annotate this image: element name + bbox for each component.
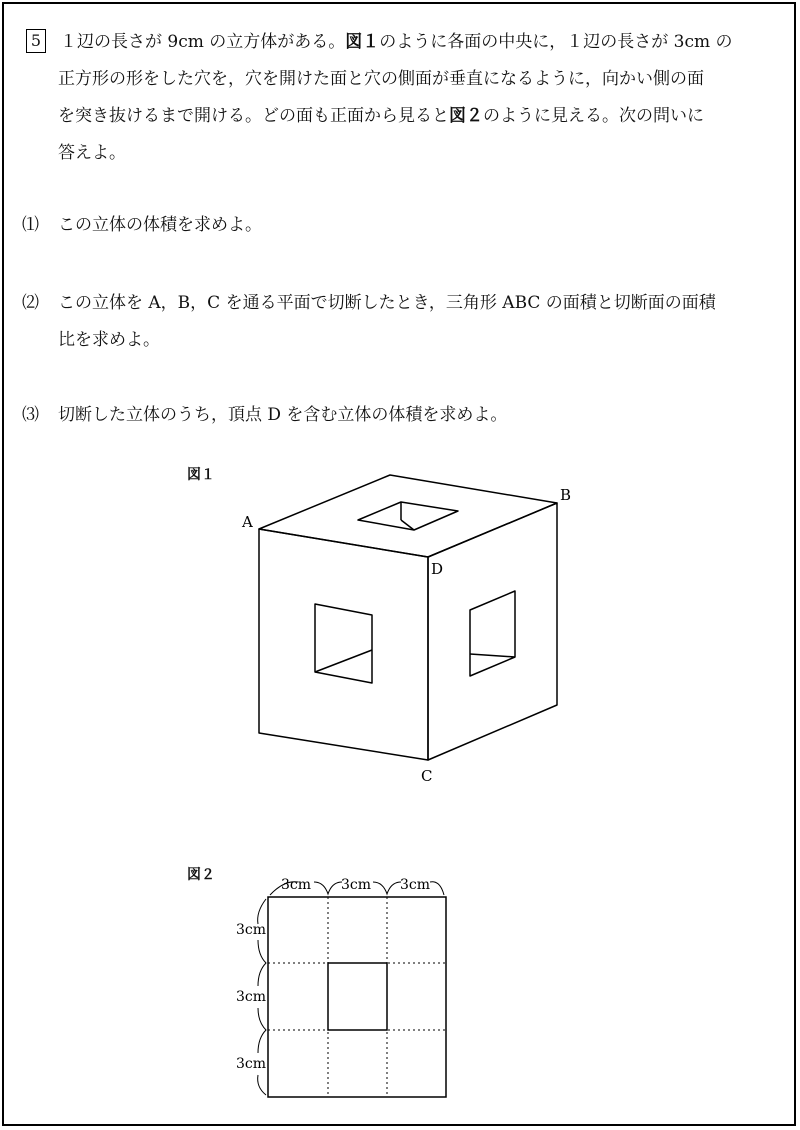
problem-statement: [26, 24, 771, 172]
dim-top-3: 3cm: [400, 877, 431, 893]
vertex-label-a: A: [242, 513, 253, 531]
dim-top-2: 3cm: [341, 877, 372, 893]
question-3: [22, 397, 772, 434]
question-text-continued: 比を求めよ。: [58, 330, 160, 350]
dim-left-3: 3cm: [236, 1056, 267, 1072]
figure-2-label: 図２: [187, 867, 215, 883]
dim-top-1: 3cm: [281, 877, 312, 893]
question-text: 切断した立体のうち，頂点 D を含む立体の体積を求めよ。: [58, 405, 508, 425]
dim-left-2: 3cm: [236, 989, 267, 1005]
dim-left-1: 3cm: [236, 922, 267, 938]
intro-line-4: 答えよ。: [58, 143, 126, 163]
figure-1-label: 図１: [187, 467, 215, 483]
intro-line-2: 正方形の形をした穴を，穴を開けた面と穴の側面が垂直になるように，向かい側の面: [58, 69, 704, 89]
question-text: この立体を A，B，C を通る平面で切断したとき，三角形 ABC の面積と切断面の面積: [58, 293, 716, 313]
question-number: ⑶: [22, 405, 39, 425]
figure-ref-2: 図２: [449, 106, 483, 126]
question-2: [22, 285, 772, 359]
question-text: この立体の体積を求めよ。: [58, 215, 262, 235]
figure-ref-1: 図１: [345, 32, 380, 52]
question-1: [22, 207, 772, 244]
question-number: ⑴: [22, 215, 39, 235]
vertex-label-d: D: [431, 560, 444, 578]
intro-line-3: を突き抜けるまで開ける。どの面も正面から見ると図２のように見える。次の問いに: [58, 106, 704, 126]
question-number: ⑵: [22, 293, 39, 313]
vertex-label-c: C: [421, 767, 433, 785]
intro-line-1: 5 １辺の長さが 9cm の立方体がある。図１のように各面の中央に，１辺の長さが 3cm の: [26, 24, 771, 61]
problem-number: 5: [26, 29, 46, 53]
vertex-label-b: B: [560, 486, 572, 504]
